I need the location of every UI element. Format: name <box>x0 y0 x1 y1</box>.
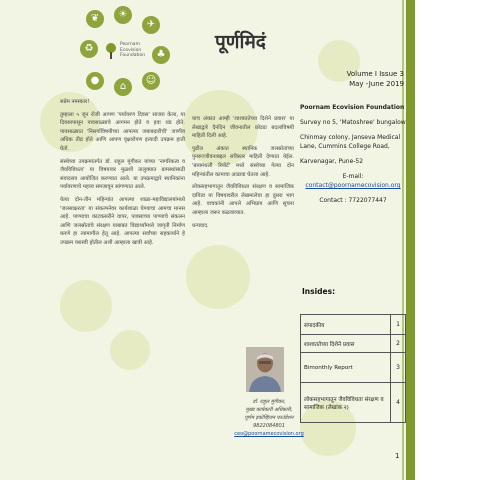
person-portrait-icon <box>246 347 284 392</box>
issue-date: May -June 2019 <box>349 80 404 88</box>
editorial-paragraph: याच अंकात आम्ही 'शाश्वततेच्या दिशेने प्रवास' या लेखाद्वारे दैनंदिन जीवनातील छोट्या बदलांविषयी माहिती दिली आहे. <box>192 116 294 140</box>
author-photo <box>246 347 284 392</box>
toc-item-label: शाश्वततेच्या दिशेने प्रवास <box>301 335 391 353</box>
toc-row[interactable] <box>301 383 406 423</box>
issue-info <box>306 69 404 89</box>
volume-issue: Volume I Issue 3 <box>346 70 404 78</box>
address-line-1: Survey no 5, 'Matoshree' bungalow <box>300 119 406 126</box>
house-icon: ⌂ <box>114 78 132 96</box>
signature-block <box>229 398 309 438</box>
recycle-icon: ♻ <box>80 40 98 58</box>
insides-heading: Insides: <box>302 287 336 296</box>
newsletter-title: पूर्णमिदं <box>215 31 266 53</box>
address-block <box>300 103 406 211</box>
address-line-3: Karvenagar, Pune-52 <box>300 158 364 165</box>
author-phone: 9822084801 <box>253 423 285 429</box>
page-margin <box>415 0 480 480</box>
toc-item-label: Bimonthly Report <box>301 353 391 383</box>
people-icon: ☺ <box>142 72 160 90</box>
decorative-circle <box>110 330 150 370</box>
toc-item-page: 2 <box>391 335 406 353</box>
editorial-column-2 <box>192 115 294 234</box>
author-role: मुख्य कार्यकारी अधिकारी, <box>245 407 293 413</box>
logo-tree-icon <box>104 42 118 60</box>
editorial-column-1 <box>60 98 185 252</box>
toc-item-page: 1 <box>391 315 406 335</box>
table-of-contents <box>300 314 406 423</box>
bird-icon: ✈ <box>142 16 160 34</box>
water-drop-icon: ● <box>86 72 104 90</box>
org-name: Poornam Ecovision Foundation <box>300 104 405 111</box>
page-number: 1 <box>395 452 400 460</box>
logo-mark <box>104 38 154 68</box>
decorative-circle <box>60 280 112 332</box>
contact-email-link[interactable]: contact@poornamecovision.org <box>305 182 401 189</box>
author-org: पूर्णम इकोव्हिजन फाउंडेशन <box>244 415 294 421</box>
salutation: सप्रेम नमस्कार! <box>60 99 90 105</box>
address-line-2: Chinmay colony, Janseva Medical Lane, Cummins College Road, <box>300 134 401 150</box>
editorial-paragraph: येत्या दोन-तीन महिन्यांत आपल्या शाळा-महाविद्यालयांमध्ये 'जलसाक्षरता' या संकल्पनेवर कार्यशाळा घेण्याचा आमचा मानस आहे. पाण्याचा काटकसरीने वापर, पावसाच्या पाण्याचे संकलन आणि जलस्रोतांचे संरक्षण याबाबत विद्यार्थ्यांमध्ये जागृती निर्माण करणे हा त्यामागील हेतू आहे. आपल्या सर्वांच्या सहकार्याने हे उपक्रम यशस्वी होतील अशी आम्हाला खात्री आहे. <box>60 196 185 246</box>
leaf-icon: ❦ <box>86 10 104 28</box>
foundation-logo <box>78 6 178 98</box>
editorial-paragraph: तुम्हाला ५ जून रोजी आपण 'पर्यावरण दिवस' साजरा केला, या दिवसापासून पावसाळ्याचे आगमन होते व हवा थंड होते. पावसाळ्यात 'निसर्गाविषयीच्या आपल्या जबाबदारीची' जाणीव अधिक तीव्र होते आणि आपण वृक्षारोपण इत्यादी उपक्रम हाती घेतो. <box>60 111 185 152</box>
toc-item-page: 4 <box>391 383 406 423</box>
editorial-paragraph: संस्थेच्या उपक्रमांतर्गत डॉ. राहुल मुंगीकर यांच्या 'नागरिकत्व व जैवविविधता' या विषयावर मुळशी तालुक्यात ग्रामस्थांसाठी संवादसत्र आयोजित करण्यात आले. या उपक्रमाद्वारे स्थानिकांना पर्यावरणाचे महत्त्व समजावून सांगण्यात आले. <box>60 158 185 191</box>
email-label: E-mail: <box>342 173 364 180</box>
toc-row[interactable] <box>301 315 406 335</box>
toc-item-page: 3 <box>391 353 406 383</box>
author-name: डॉ. राहुल मुंगीकर, <box>252 399 286 405</box>
tree-icon: ♣ <box>152 46 170 64</box>
sun-icon: ☀ <box>114 6 132 24</box>
accent-bar <box>406 0 415 480</box>
toc-row[interactable] <box>301 353 406 383</box>
toc-row[interactable] <box>301 335 406 353</box>
contact-phone: Contact : 7722077447 <box>319 197 387 204</box>
editorial-closing: धन्यवाद. <box>192 222 209 229</box>
toc-item-label: संपादकीय <box>301 315 391 335</box>
logo-text: Poornam Ecovision Foundation <box>120 42 146 58</box>
editorial-paragraph: लोकसहभागातून जैवविविधता संरक्षण व सामाजिक दायित्व या विषयावरील लेखमालेचा हा दुसरा भाग आहे. वाचकांनी आपले अभिप्राय आणि सूचना आम्हाला जरूर कळवाव्यात. <box>192 184 294 216</box>
author-email-link[interactable]: ceo@poornamecovision.org <box>234 431 304 437</box>
toc-item-label: लोकसहभागातून जैवविविधता संरक्षण व सामाजिक (लेखांक २) <box>301 383 391 423</box>
editorial-paragraph: पुढील अंकात स्थानिक जलस्रोतांच्या पुनरुज्जीवनाबद्दल सविस्तर माहिती देण्यात येईल. 'बायमंथली रिपोर्ट' मध्ये संस्थेच्या गेल्या दोन महिन्यांतील कामाचा आढावा घेतला आहे. <box>192 145 294 178</box>
decorative-circle <box>186 245 250 309</box>
